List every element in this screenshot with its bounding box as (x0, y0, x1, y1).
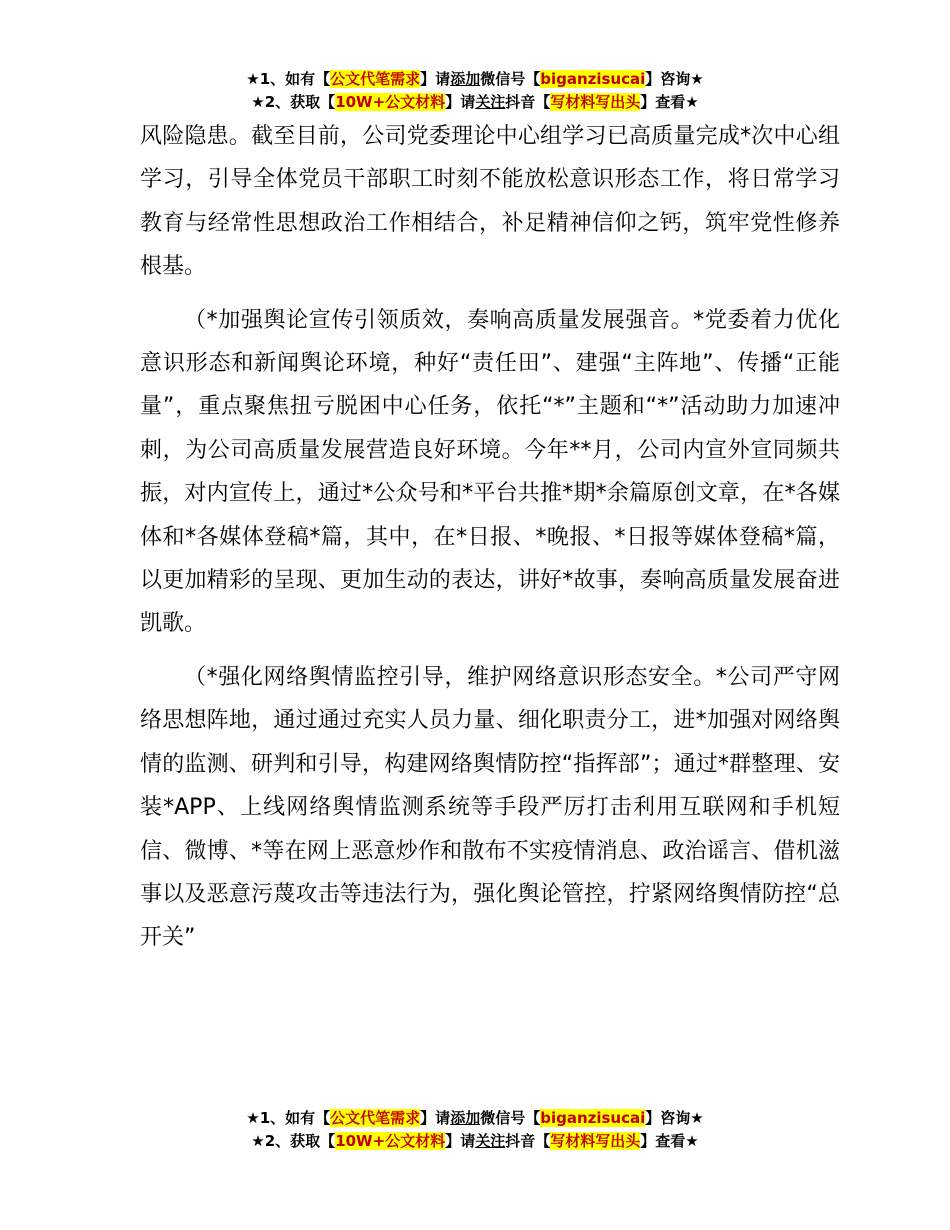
highlight-materials: 10W+公文材料 (335, 93, 446, 111)
highlight-materials: 10W+公文材料 (335, 1132, 446, 1150)
highlight-ghostwriting: 公文代笔需求 (330, 1109, 421, 1127)
banner-line-1: ★1、如有【公文代笔需求】请添加微信号【biganzisucai】咨询★ (246, 70, 704, 88)
highlight-ghostwriting: 公文代笔需求 (330, 70, 421, 88)
highlight-douyin-account: 写材料写出头 (550, 1132, 641, 1150)
banner-line-2: ★2、获取【10W+公文材料】请关注抖音【写材料写出头】查看★ (251, 93, 699, 111)
highlight-wechat-id: biganzisucai (540, 1109, 646, 1127)
document-body (140, 115, 840, 970)
footer-banner (0, 1107, 950, 1153)
underlined-follow: 关注 (475, 1132, 506, 1150)
underlined-add: 添加 (450, 70, 481, 88)
paragraph-public-opinion: （*加强舆论宣传引领质效，奏响高质量发展强音。*党委着力优化意识形态和新闻舆论环境，种好“责任田”、建强“主阵地”、传播“正能量”，重点聚焦扭亏脱困中心任务，依托“*”主题和“*”活动助力加速冲刺，为公司高质量发展营造良好环境。今年**月，公司内宣外宣同频共振，对内宣传上，通过*公众号和*平台共推*期*余篇原创文章，在*各媒体和*各媒体登稿*篇，其中，在*日报、*晚报、*日报等媒体登稿*篇，以更加精彩的呈现、更加生动的表达，讲好*故事，奏响高质量发展奋进凯歌。 (140, 307, 840, 637)
paragraph-risk-hazards: 风险隐患。截至目前，公司党委理论中心组学习已高质量完成*次中心组学习，引导全体党员干部职工时刻不能放松意识形态工作，将日常学习教育与经常性思想政治工作相结合，补足精神信仰之钙，筑牢党性修养根基。 (140, 124, 840, 280)
paragraph-network-monitoring: （*强化网络舆情监控引导，维护网络意识形态安全。*公司严守网络思想阵地，通过通过充实人员力量、细化职责分工，进*加强对网络舆情的监测、研判和引导，构建网络舆情防控“指挥部”；通过*群整理、安装*APP、上线网络舆情监测系统等手段严厉打击利用互联网和手机短信、微博、*等在网上恶意炒作和散布不实疫情消息、政治谣言、借机滋事以及恶意污蔑攻击等违法行为，强化舆论管控，拧紧网络舆情防控“总开关” (140, 664, 840, 951)
header-banner (0, 68, 950, 114)
underlined-add: 添加 (450, 1109, 481, 1127)
banner-line-2: ★2、获取【10W+公文材料】请关注抖音【写材料写出头】查看★ (251, 1132, 699, 1150)
highlight-wechat-id: biganzisucai (540, 70, 646, 88)
banner-line-1: ★1、如有【公文代笔需求】请添加微信号【biganzisucai】咨询★ (246, 1109, 704, 1127)
highlight-douyin-account: 写材料写出头 (550, 93, 641, 111)
underlined-follow: 关注 (475, 93, 506, 111)
